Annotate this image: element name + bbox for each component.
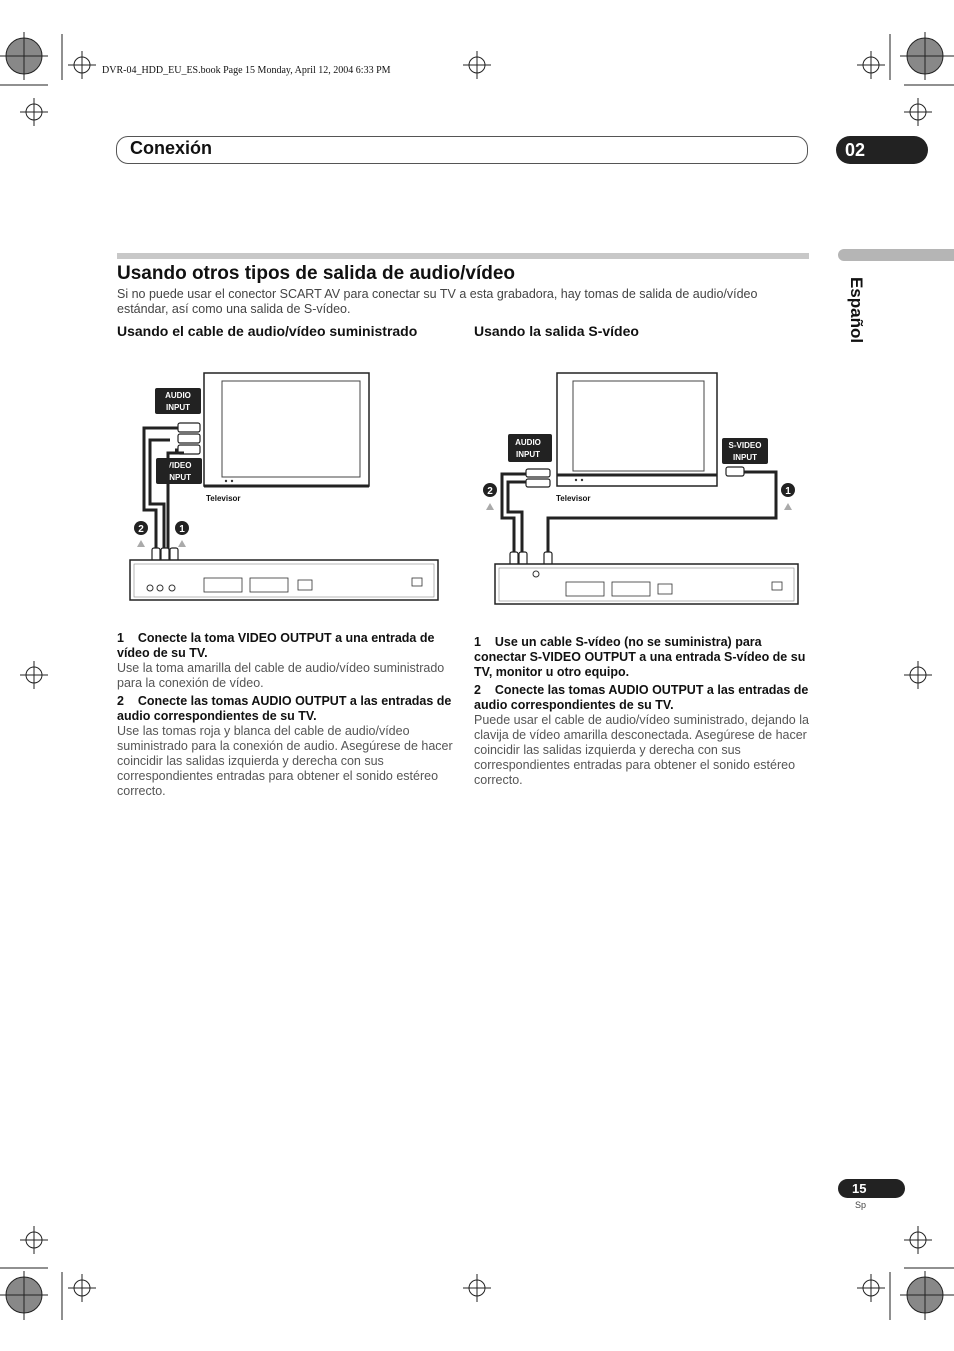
video-input-label-line2: INPUT bbox=[167, 473, 191, 482]
audio-input-label-line1: AUDIO bbox=[165, 391, 191, 400]
marker-2: 2 bbox=[138, 524, 144, 535]
right-step-2-body: Puede usar el cable de audio/vídeo suministrado, dejando la clavija de vídeo amarilla desconectada. Asegúrese de hacer coincidir las salidas izquierda y derecha con sus correspondientes entradas para obtener el sonido estéreo correcto. bbox=[474, 713, 809, 787]
right-step-2-title: 2 Conecte las tomas AUDIO OUTPUT a las entradas de audio correspondientes de su TV. bbox=[474, 683, 809, 712]
audio-input-label-line2: INPUT bbox=[516, 450, 540, 459]
language-tab-label: Español bbox=[847, 276, 866, 344]
right-connection-diagram bbox=[480, 360, 810, 610]
left-connection-diagram bbox=[120, 360, 450, 610]
page-number: 15 bbox=[838, 1179, 905, 1198]
header-bar bbox=[116, 136, 808, 164]
marker-1: 1 bbox=[179, 524, 185, 535]
svideo-input-label-line2: INPUT bbox=[733, 453, 757, 462]
left-step-1-title: 1 Conecte la toma VIDEO OUTPUT a una entrada de vídeo de su TV. bbox=[117, 631, 435, 660]
left-step-1-body: Use la toma amarilla del cable de audio/vídeo suministrado para la conexión de vídeo. bbox=[117, 661, 445, 690]
left-heading: Usando el cable de audio/vídeo suministrado bbox=[117, 323, 418, 339]
audio-input-label-line1: AUDIO bbox=[515, 438, 541, 447]
tv-label: Televisor bbox=[206, 494, 241, 503]
page-title: Conexión bbox=[130, 138, 213, 158]
svideo-input-label-line1: S-VIDEO bbox=[728, 441, 762, 450]
right-heading: Usando la salida S-vídeo bbox=[474, 323, 639, 339]
section-intro: Si no puede usar el conector SCART AV para conectar su TV a esta grabadora, hay tomas de salida de audio/vídeo estándar, así como una salida de S-vídeo. bbox=[117, 287, 758, 316]
left-step-2-title: 2 Conecte las tomas AUDIO OUTPUT a las entradas de audio correspondientes de su TV. bbox=[117, 694, 452, 723]
right-step-1-title: 1 Use un cable S-vídeo (no se suministra) para conectar S-VIDEO OUTPUT a una entrada S-vídeo de su TV, monitor u otro equipo. bbox=[474, 635, 806, 679]
language-code: Sp bbox=[855, 1200, 867, 1210]
section-title: Usando otros tipos de salida de audio/vídeo bbox=[117, 263, 516, 284]
video-input-label-line1: VIDEO bbox=[166, 461, 192, 470]
marker-2: 2 bbox=[487, 486, 493, 497]
tv-label: Televisor bbox=[556, 494, 591, 503]
audio-input-label-line2: INPUT bbox=[166, 403, 190, 412]
section-rule bbox=[117, 253, 809, 259]
marker-1: 1 bbox=[785, 486, 791, 497]
left-step-2-body: Use las tomas roja y blanca del cable de audio/vídeo suministrado para la conexión de audio. Asegúrese de hacer coincidir las salidas izquierda y derecha con sus correspondientes entradas para obtener el sonido estéreo correcto. bbox=[117, 724, 453, 798]
chapter-number: 02 bbox=[836, 136, 928, 164]
file-info: DVR-04_HDD_EU_ES.book Page 15 Monday, April 12, 2004 6:33 PM bbox=[102, 65, 391, 76]
left-steps bbox=[117, 631, 457, 799]
right-steps bbox=[474, 635, 810, 788]
